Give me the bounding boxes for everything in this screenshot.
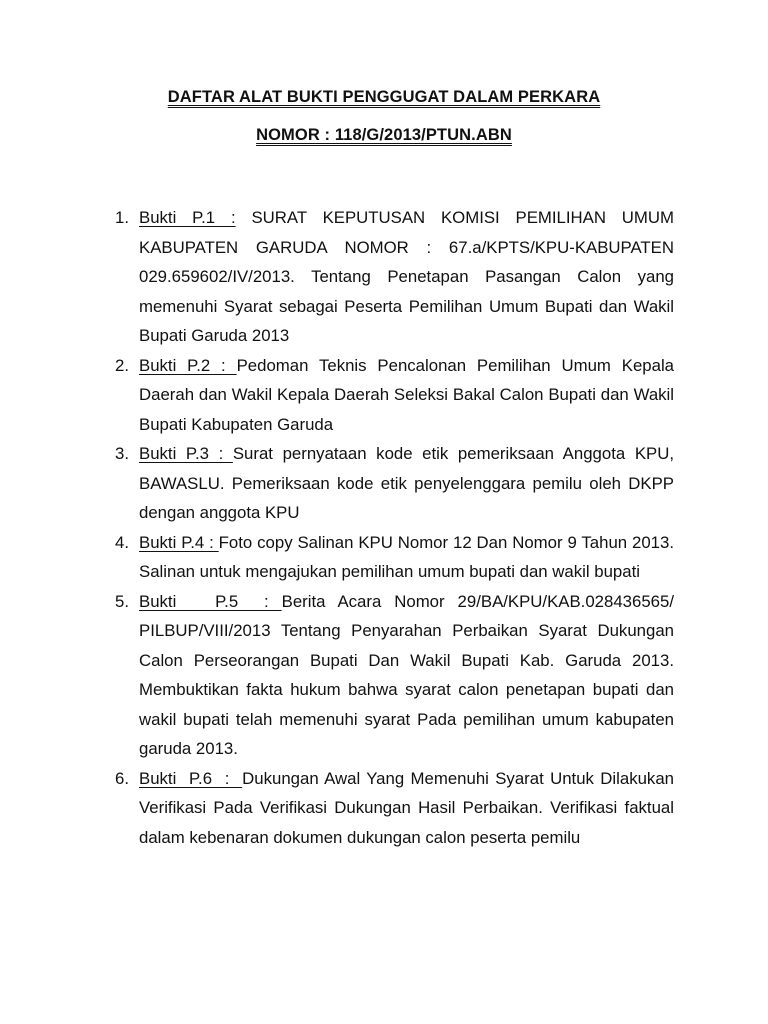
evidence-label: Bukti P.2 : [139,355,237,375]
evidence-item-6 [115,764,674,853]
item-number: 3. [115,444,129,463]
document-title-line-1 [0,88,768,107]
title-line-2-text: NOMOR : 118/G/2013/PTUN.ABN [256,126,512,144]
evidence-description: Pedoman Teknis Pencalonan Pemilihan Umum Kepala Daerah dan Wakil Kepala Daerah Seleksi Bakal Calon Bupati dan Wakil Bupati Kabupaten Garuda [139,355,675,434]
evidence-label: Bukti P.5 : [139,591,282,611]
title-line-1-text: DAFTAR ALAT BUKTI PENGGUGAT DALAM PERKARA [167,88,601,106]
evidence-description: Surat pernyataan kode etik pemeriksaan Anggota KPU, BAWASLU. Pemeriksaan kode etik penyelenggara pemilu oleh DKPP dengan anggota KPU [139,444,674,522]
evidence-label: Bukti P.3 : [139,444,233,463]
evidence-item-5 [115,587,674,764]
evidence-label: Bukti P.1 : [139,208,236,227]
evidence-description: Dukungan Awal Yang Memenuhi Syarat Untuk Dilakukan Verifikasi Pada Verifikasi Dukungan Hasil Perbaikan. Verifikasi faktual dalam kebenaran dokumen dukungan calon peserta pemilu [139,768,674,847]
item-number: 6. [115,768,129,788]
evidence-label: Bukti P.4 : [139,532,219,552]
evidence-item-1 [115,203,674,351]
item-number: 2. [115,355,129,375]
evidence-item-4 [115,528,674,587]
item-number: 1. [115,208,129,227]
document-title-line-2 [0,126,768,145]
evidence-description: SURAT KEPUTUSAN KOMISI PEMILIHAN UMUM KABUPATEN GARUDA NOMOR : 67.a/KPTS/KPU-KABUPATEN 029.659602/IV/2013. Tentang Penetapan Pasangan Calon yang memenuhi Syarat sebagai Peserta Pemilihan Umum Bupati dan Wakil Bupati Garuda 2013 [139,208,674,345]
item-number: 4. [115,532,129,552]
evidence-item-2 [115,351,675,440]
evidence-description: Foto copy Salinan KPU Nomor 12 Dan Nomor 9 Tahun 2013. Salinan untuk mengajukan pemilihan umum bupati dan wakil bupati [139,532,674,581]
evidence-description: Berita Acara Nomor 29/BA/KPU/KAB.028436565/ PILBUP/VIII/2013 Tentang Penyarahan Perbaikan Syarat Dukungan Calon Perseorangan Bupati Dan Wakil Bupati Kab. Garuda 2013. Membuktikan fakta hukum bahwa syarat calon penetapan bupati dan wakil bupati telah memenuhi syarat Pada pemilihan umum kabupaten garuda 2013. [139,591,674,758]
evidence-label: Bukti P.6 : [139,768,243,788]
evidence-list [115,203,675,852]
item-number: 5. [115,591,129,611]
evidence-item-3 [115,439,674,528]
